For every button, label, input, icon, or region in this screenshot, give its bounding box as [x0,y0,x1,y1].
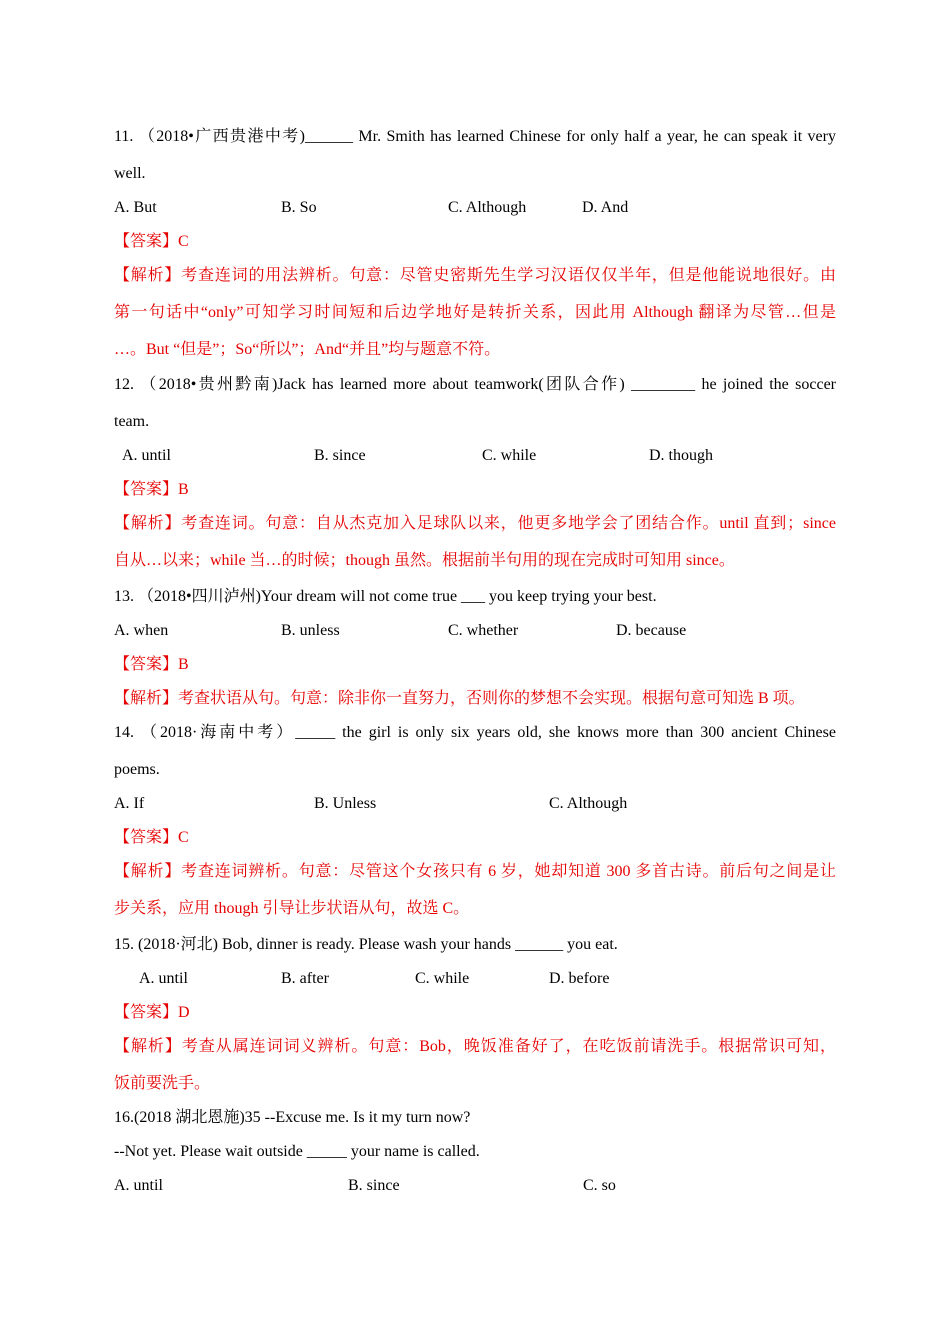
option-b: B. after [281,970,329,987]
question-text: 11. （2018•广西贵港中考)______ Mr. Smith has learned Chinese for only half a year, he can speak it very [114,128,836,145]
option-c: C. Although [448,199,527,216]
option-d: D. because [616,622,687,639]
answer: 【答案】B [114,656,189,673]
option-a: A. when [114,622,169,639]
question-text: poems. [114,761,160,778]
option-a: A. until [139,970,188,987]
question-12 [114,377,836,569]
question-text: --Not yet. Please wait outside _____ your name is called. [114,1143,480,1160]
question-text: 15. (2018·河北) Bob, dinner is ready. Please wash your hands ______ you eat. [114,936,618,953]
analysis-text: 【解析】考查连词的用法辨析。句意：尽管史密斯先生学习汉语仅仅半年，但是他能说地很好。由 [114,267,836,284]
option-b: B. Unless [314,795,377,812]
option-a: A. until [122,447,171,464]
analysis-text: 自从…以来；while 当…的时候；though 虽然。根据前半句用的现在完成时可知用 since。 [114,552,735,569]
option-c: C. whether [448,622,519,639]
analysis-text: …。But “但是”；So“所以”；And“并且”均与题意不符。 [114,341,501,358]
analysis-text: 【解析】考查连词辨析。句意：尽管这个女孩只有 6 岁，她却知道 300 多首古诗。前后句之间是让 [114,863,836,880]
question-14 [114,725,836,917]
option-d: D. And [582,199,629,216]
option-b: B. since [348,1177,400,1194]
options-row [114,200,836,216]
option-c: C. while [415,970,470,987]
option-b: B. unless [281,622,340,639]
option-d: D. though [649,447,713,464]
answer: 【答案】B [114,481,189,498]
option-a: A. until [114,1177,163,1194]
question-text: team. [114,413,150,430]
answer: 【答案】C [114,233,189,250]
question-16 [114,1110,836,1194]
options-row [114,1178,836,1194]
option-a: A. If [114,795,145,812]
answer: 【答案】C [114,829,189,846]
question-13 [114,589,836,707]
option-b: B. since [314,447,366,464]
analysis-text: 【解析】考查从属连词词义辨析。句意：Bob，晚饭准备好了，在吃饭前请洗手。根据常识可知， [114,1038,836,1055]
analysis-text: 饭前要洗手。 [114,1075,211,1092]
answer: 【答案】D [114,1004,190,1021]
question-text: 13. （2018•四川泸州)Your dream will not come true ___ you keep trying your best. [114,588,657,605]
analysis-text: 步关系，应用 though 引导让步状语从句，故选 C。 [114,900,470,917]
options-row [114,796,836,812]
option-c: C. while [482,447,537,464]
option-b: B. So [281,199,317,216]
question-text: 12. （2018•贵州黔南)Jack has learned more about teamwork(团队合作) ________ he joined the soccer [114,376,836,393]
question-15 [114,937,836,1092]
option-a: A. But [114,199,157,216]
options-row [114,623,836,639]
question-11 [114,129,836,358]
option-c: C. Although [549,795,628,812]
analysis-text: 【解析】考查状语从句。句意：除非你一直努力，否则你的梦想不会实现。根据句意可知选 B 项。 [114,690,805,707]
question-text: well. [114,165,146,182]
option-d: D. before [549,970,610,987]
analysis-text: 【解析】考查连词。句意：自从杰克加入足球队以来，他更多地学会了团结合作。until 直到；since [114,515,836,532]
options-row [114,971,836,987]
analysis-text: 第一句话中“only”可知学习时间短和后边学地好是转折关系，因此用 Although 翻译为尽管…但是 [114,304,836,321]
question-text: 16.(2018 湖北恩施)35 --Excuse me. Is it my turn now? [114,1109,471,1126]
question-text: 14. （2018·海南中考）_____ the girl is only six years old, she knows more than 300 ancient Chinese [114,724,836,741]
option-c: C. so [583,1177,616,1194]
options-row [114,448,836,464]
